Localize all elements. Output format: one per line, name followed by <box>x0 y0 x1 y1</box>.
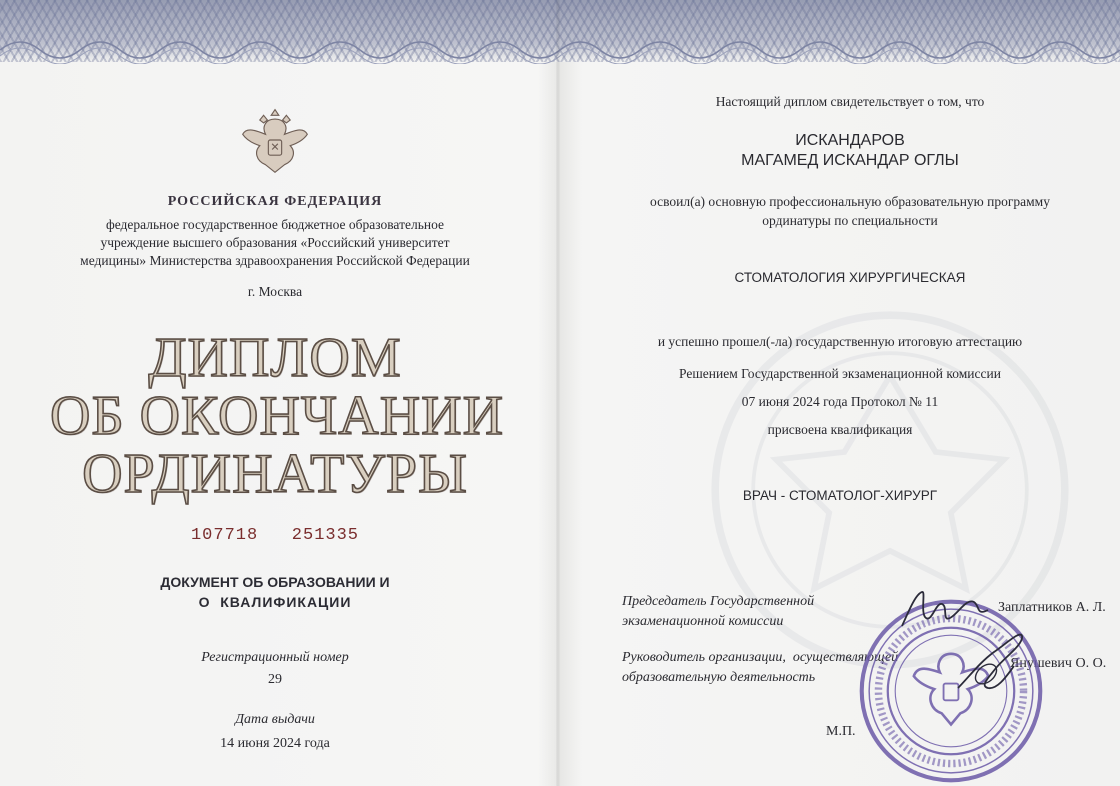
guilloche-wave-pattern <box>0 30 1120 64</box>
document-type-line-1: ДОКУМЕНТ ОБ ОБРАЗОВАНИИ И <box>160 574 390 590</box>
diploma-title-line-2: ОБ ОКОНЧАНИИ <box>50 385 505 447</box>
document-type-line-2: О КВАЛИФИКАЦИИ <box>198 594 352 610</box>
head-title-line-1: Руководитель организации, осуществляющей <box>622 650 899 665</box>
registration-number: 29 <box>268 672 282 687</box>
chair-title-line-2: экзаменационной комиссии <box>622 614 784 629</box>
stamp-place-label: М.П. <box>826 724 856 739</box>
diploma-title-line-3: ОРДИНАТУРЫ <box>82 443 468 505</box>
chair-name: Заплатников А. Л. <box>998 600 1106 615</box>
qualification-label: присвоена квалификация <box>767 422 913 437</box>
certificate-intro: Настоящий диплом свидетельствует о том, что <box>715 94 985 109</box>
specialty: СТОМАТОЛОГИЯ ХИРУРГИЧЕСКАЯ <box>734 270 966 285</box>
head-signature <box>950 622 1030 696</box>
chair-title-line-1: Председатель Государственной <box>622 594 815 609</box>
city: г. Москва <box>247 284 303 299</box>
russian-coat-of-arms-emblem <box>237 102 313 178</box>
issue-date-label: Дата выдачи <box>235 712 315 727</box>
commission-decision: Решением Государственной экзаменационной комиссии <box>679 366 1001 381</box>
serial-number: 107718 251335 <box>190 526 360 545</box>
protocol-date: 07 июня 2024 года Протокол № 11 <box>741 394 939 409</box>
diploma-title-line-1: ДИПЛОМ <box>148 327 402 389</box>
program-description: освоил(а) основную профессиональную образовательную программу ординатуры по специальности <box>650 194 1050 228</box>
registration-number-label: Регистрационный номер <box>201 650 349 665</box>
federation-heading: РОССИЙСКАЯ ФЕДЕРАЦИЯ <box>167 194 383 209</box>
institution-name: федеральное государственное бюджетное образовательное учреждение высшего образования «Российский университет медицины» Министерства здравоохранения Российской Федерации <box>80 217 470 268</box>
graduate-surname: ИСКАНДАРОВ <box>795 132 905 149</box>
issue-date: 14 июня 2024 года <box>220 736 330 751</box>
attestation-passed: и успешно прошел(-ла) государственную итоговую аттестацию <box>657 334 1023 349</box>
qualification: ВРАЧ - СТОМАТОЛОГ-ХИРУРГ <box>742 488 938 503</box>
head-title-line-2: образовательную деятельность <box>622 670 816 685</box>
page-fold <box>556 0 560 786</box>
head-name: Янушевич О. О. <box>1010 656 1107 671</box>
graduate-given-names: МАГАМЕД ИСКАНДАР ОГЛЫ <box>741 152 959 169</box>
